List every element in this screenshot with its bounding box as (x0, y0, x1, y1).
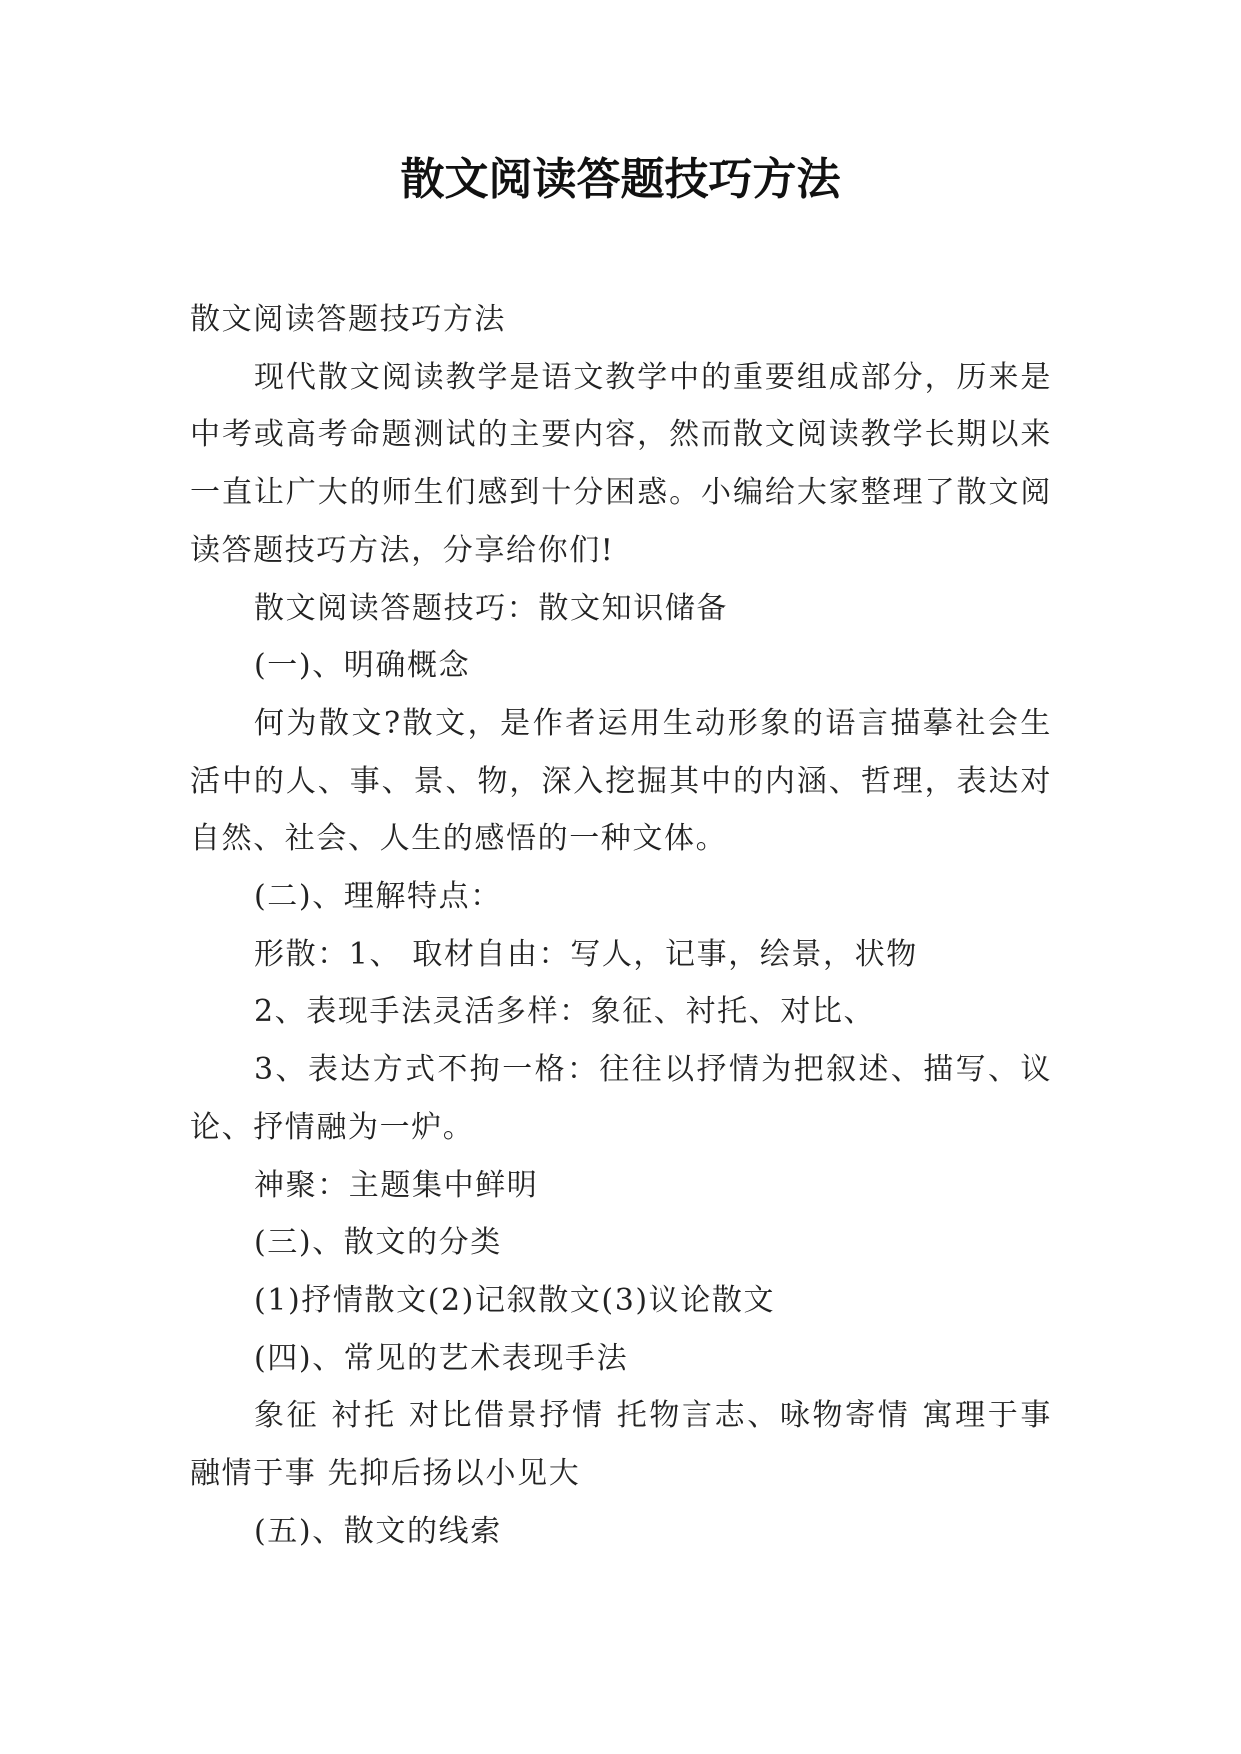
paragraph-section-heading: 散文阅读答题技巧：散文知识储备 (254, 590, 728, 626)
paragraph-heading-2: (二)、理解特点： (254, 879, 502, 915)
paragraph-techniques: 象征 衬托 对比借景抒情 托物言志、咏物寄情 寓理于事 融情于事 先抑后扬以小见大 (190, 1398, 1052, 1492)
paragraph-subtitle: 散文阅读答题技巧方法 (190, 302, 506, 337)
paragraph-heading-5: (五)、散文的线索 (254, 1513, 502, 1549)
paragraph-intro: 现代散文阅读教学是语文教学中的重要组成部分，历来是中考或高考命题测试的主要内容，然而散文阅读教学长期以来一直让广大的师生们感到十分困惑。小编给大家整理了散文阅读答题技巧方法，分享给你们! (190, 359, 1052, 568)
document-body (190, 291, 1052, 1560)
paragraph-heading-4: (四)、常见的艺术表现手法 (254, 1340, 629, 1376)
paragraph-feature-2: 2、表现手法灵活多样：象征、衬托、对比、 (254, 994, 876, 1030)
paragraph-feature-4: 神聚：主题集中鲜明 (254, 1167, 539, 1203)
paragraph-heading-1: (一)、明确概念 (254, 648, 471, 684)
paragraph-categories: (1)抒情散文(2)记叙散文(3)议论散文 (254, 1282, 776, 1318)
paragraph-heading-3: (三)、散文的分类 (254, 1225, 502, 1261)
paragraph-feature-3: 3、表达方式不拘一格：往往以抒情为把叙述、描写、议论、抒情融为一炉。 (190, 1052, 1052, 1145)
paragraph-feature-1: 形散：1、 取材自由：写人，记事，绘景，状物 (254, 936, 918, 972)
document-title: 散文阅读答题技巧方法 (400, 154, 841, 205)
paragraph-definition: 何为散文?散文，是作者运用生动形象的语言描摹社会生活中的人、事、景、物，深入挖掘其中的内涵、哲理，表达对自然、社会、人生的感悟的一种文体。 (190, 705, 1052, 857)
